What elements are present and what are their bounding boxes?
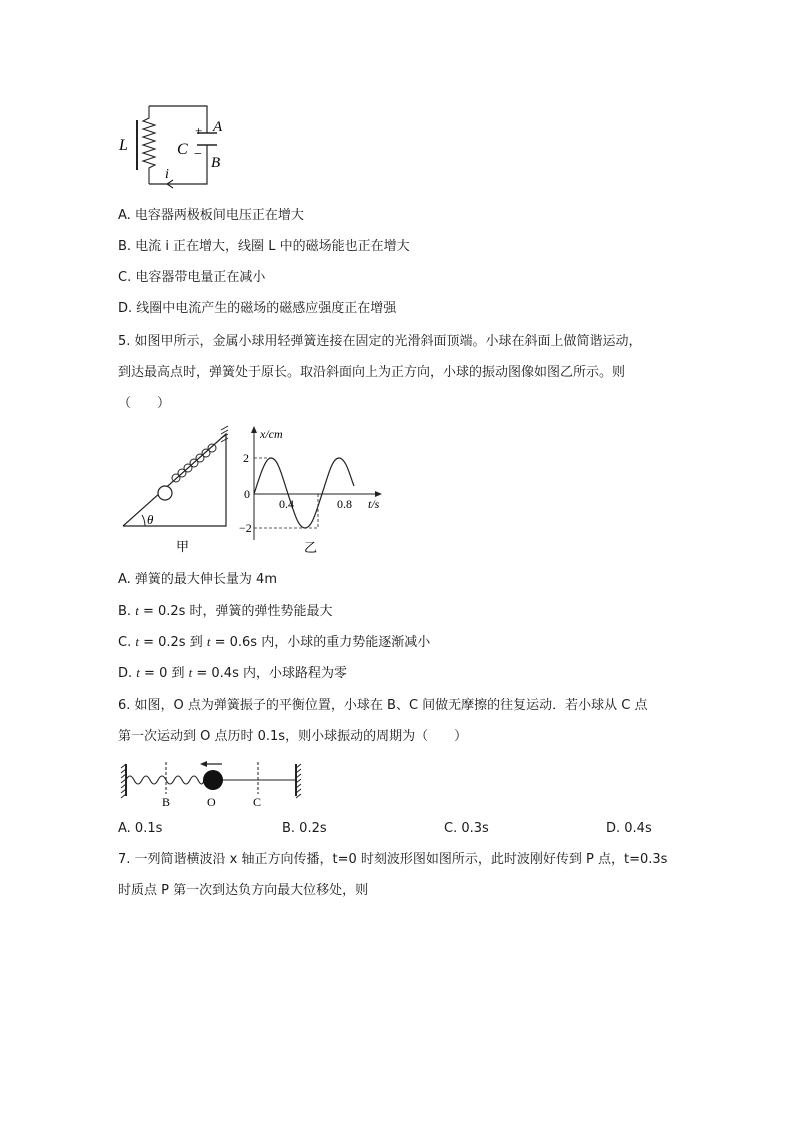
q5-stem-line1: 5. 如图甲所示，金属小球用轻弹簧连接在固定的光滑斜面顶端。小球在斜面上做简谐运动， [118, 334, 642, 349]
q5-stem-line2: 到达最高点时，弹簧处于原长。取沿斜面向上为正方向，小球的振动图像如图乙所示。则 [118, 365, 626, 380]
figure-yi-label: 乙 [304, 540, 318, 555]
angle-theta-label: θ [147, 512, 154, 527]
plus-sign: + [195, 123, 203, 138]
q6-option-d: D. 0.4s [606, 821, 652, 836]
q4-option-b: B. 电流 i 正在增大，线圈 L 中的磁场能也正在增大 [118, 239, 410, 254]
q5-option-b: B. t = 0.2s 时，弹簧的弹性势能最大 [118, 603, 333, 619]
q6-option-c: C. 0.3s [444, 821, 489, 836]
minus-sign: − [194, 147, 202, 162]
ball-on-incline [158, 486, 172, 500]
point-o-label: O [207, 795, 216, 809]
oscillator-ball [203, 770, 223, 790]
y-axis-label: x/cm [260, 427, 283, 441]
q6-stem-line1: 6. 如图，O 点为弹簧振子的平衡位置，小球在 B、C 间做无摩擦的往复运动．若小球从 C 点 [118, 698, 648, 713]
q4-option-d: D. 线圈中电流产生的磁场的磁感应强度正在增强 [118, 301, 397, 316]
point-c-label: C [253, 795, 262, 809]
x-tick-2: 0.8 [337, 497, 352, 511]
q5-option-a: A. 弹簧的最大伸长量为 4m [118, 572, 277, 587]
vibration-graph [238, 424, 394, 560]
q6-option-a: A. 0.1s [118, 821, 163, 836]
q4-option-a: A. 电容器两极板间电压正在增大 [118, 208, 304, 223]
plate-a-label: A [213, 119, 223, 135]
q5-stem-line3: （ ） [118, 396, 171, 411]
q7-stem-line2: 时质点 P 第一次到达负方向最大位移处，则 [118, 883, 369, 898]
x-axis-label: t/s [368, 497, 380, 511]
q6-option-b: B. 0.2s [282, 821, 327, 836]
q6-stem-line2: 第一次运动到 O 点历时 0.1s，则小球振动的周期为（ ） [118, 729, 468, 744]
lc-circuit-figure [115, 100, 235, 192]
spring-oscillator-figure [118, 756, 308, 812]
figure-jia-label: 甲 [176, 539, 190, 554]
q7-stem-line1: 7. 一列简谐横波沿 x 轴正方向传播，t=0 时刻波形图如图所示，此时波刚好传到 P 点，t=0.3s [118, 852, 668, 867]
y-tick-neg: −2 [239, 521, 252, 535]
point-b-label: B [162, 795, 171, 809]
q4-option-c: C. 电容器带电量正在减小 [118, 270, 266, 285]
q5-option-d: D. t = 0 到 t = 0.4s 内，小球路程为零 [118, 665, 347, 681]
y-tick-pos: 2 [243, 451, 249, 465]
plate-b-label: B [211, 155, 221, 171]
incline-figure [118, 420, 230, 560]
current-label: i [165, 167, 169, 182]
capacitor-label: C [177, 141, 188, 158]
q5-option-c: C. t = 0.2s 到 t = 0.6s 内，小球的重力势能逐渐减小 [118, 634, 431, 650]
inductor-label: L [119, 137, 128, 154]
origin-label: 0 [244, 487, 250, 501]
x-tick-1: 0.4 [279, 497, 294, 511]
